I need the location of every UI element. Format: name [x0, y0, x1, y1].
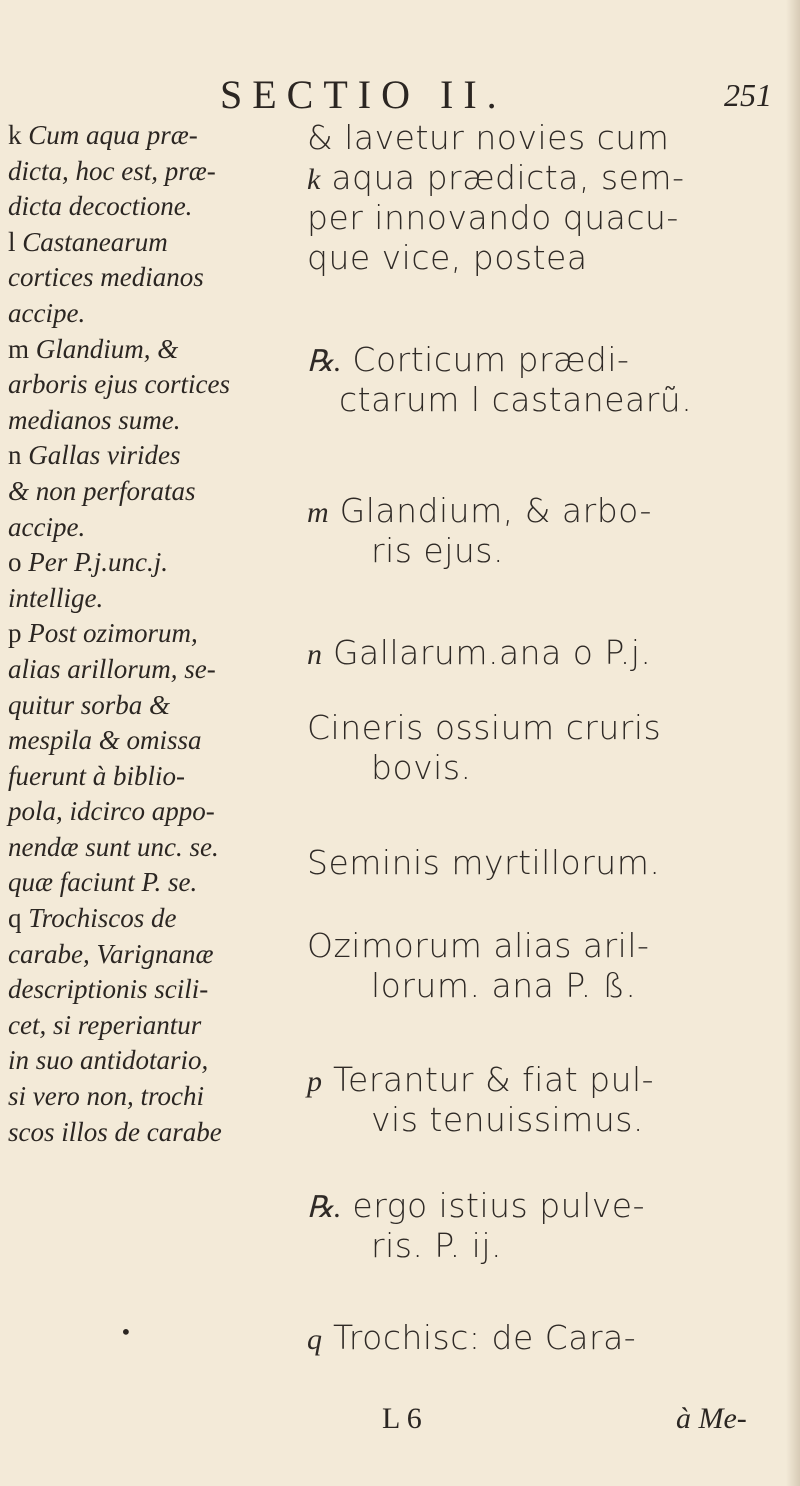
note-marker: q	[307, 1323, 322, 1356]
note-text: intellige.	[8, 582, 104, 613]
text-content: Ozimorum alias aril-	[307, 926, 650, 965]
note-letter: m	[8, 333, 30, 364]
note-text: medianos sume.	[8, 404, 181, 435]
signature-mark: L 6	[382, 1402, 422, 1435]
text-line	[371, 1100, 644, 1140]
page-header	[0, 70, 800, 120]
note-line	[8, 1115, 293, 1151]
text-line	[371, 966, 636, 1006]
note-line	[8, 616, 293, 652]
text-line	[307, 158, 684, 198]
text-line	[371, 531, 504, 571]
note-line	[8, 972, 293, 1008]
text-line	[307, 843, 660, 883]
note-letter: l	[8, 226, 16, 257]
text-line	[307, 238, 588, 278]
note-line	[8, 652, 293, 688]
text-line	[307, 491, 652, 531]
text-line	[307, 926, 649, 966]
note-line	[8, 154, 293, 190]
running-head: SECTIO II.	[220, 72, 507, 117]
note-marker: ℞.	[307, 345, 342, 378]
note-line	[8, 438, 293, 474]
text-content: Seminis myrtillorum.	[307, 843, 661, 882]
note-line	[8, 937, 293, 973]
note-line	[8, 830, 293, 866]
text-content: ctarum l castanearũ.	[339, 380, 693, 419]
text-line	[371, 748, 472, 788]
note-line	[8, 332, 293, 368]
note-text: Glandium, &	[29, 333, 179, 364]
text-line	[307, 198, 679, 238]
note-text: descriptionis scili-	[8, 974, 209, 1005]
note-text: in suo antidotario,	[8, 1045, 209, 1076]
catchword: à Me-	[676, 1402, 747, 1435]
text-line	[307, 340, 629, 380]
note-text: pola, idcirco appo-	[8, 796, 215, 827]
note-marker: ℞.	[307, 1191, 342, 1224]
note-line	[8, 723, 293, 759]
note-text: Cum aqua præ-	[21, 120, 198, 150]
text-content: & lavetur novies cum	[307, 118, 670, 157]
text-line	[307, 1186, 645, 1226]
page-number: 251	[724, 77, 772, 113]
text-content: Cineris ossium cruris	[307, 708, 662, 747]
note-text: Post ozimorum,	[21, 618, 198, 649]
text-content: per innovando quacu-	[307, 198, 679, 237]
text-line	[339, 380, 692, 420]
page-edge-shadow	[786, 0, 800, 1486]
note-text: Per P.j.unc.j.	[21, 547, 168, 578]
note-text: dicta, hoc est, præ-	[8, 155, 216, 186]
note-line	[8, 545, 293, 581]
note-line	[8, 901, 293, 937]
text-content: Glandium, & arbo-	[328, 491, 652, 530]
note-line	[8, 296, 293, 332]
text-line	[307, 708, 661, 748]
note-text: fuerunt à biblio-	[8, 760, 185, 791]
text-line	[307, 633, 651, 673]
note-text: cet, si reperiantur	[8, 1009, 202, 1040]
note-text: accipe.	[8, 297, 86, 328]
note-text: si vero non, trochi	[8, 1081, 204, 1112]
note-text: mespila & omissa	[8, 725, 202, 756]
note-line	[8, 794, 293, 830]
text-content: vis tenuissimus.	[371, 1100, 644, 1139]
note-text: alias arillorum, se-	[8, 653, 216, 684]
note-marker: n	[307, 638, 322, 671]
note-text: cortices medianos	[8, 262, 204, 293]
note-line	[8, 759, 293, 795]
note-text: Castanearum	[15, 226, 168, 257]
note-letter: n	[8, 440, 22, 471]
note-line	[8, 403, 293, 439]
note-line	[8, 225, 293, 261]
text-content: Trochisc: de Cara-	[322, 1318, 637, 1357]
note-text: nendæ sunt unc. se.	[8, 831, 219, 862]
text-content: lorum. ana P. ß.	[371, 966, 637, 1005]
text-content: ergo istius pulve-	[341, 1186, 646, 1225]
note-line	[8, 260, 293, 296]
note-line	[8, 367, 293, 403]
note-letter: k	[8, 120, 22, 150]
footer-bullet: •	[120, 1320, 132, 1344]
text-content: aqua prædicta, sem-	[320, 158, 685, 197]
note-line	[8, 474, 293, 510]
note-line	[8, 1008, 293, 1044]
note-line	[8, 1043, 293, 1079]
text-line	[307, 1318, 636, 1358]
note-text: Gallas virides	[21, 440, 181, 471]
note-letter: q	[8, 903, 22, 934]
note-text: carabe, Varignanæ	[8, 938, 214, 969]
note-text: quitur sorba &	[8, 689, 171, 720]
text-content: Terantur & fiat pul-	[322, 1060, 655, 1099]
note-marker: k	[307, 163, 321, 196]
text-line	[307, 118, 669, 158]
text-content: Corticum prædi-	[341, 340, 630, 379]
text-content: ris. P. ij.	[371, 1226, 502, 1265]
text-content: que vice, postea	[307, 238, 588, 277]
note-marker: m	[307, 496, 329, 529]
note-line	[8, 118, 293, 154]
note-line	[8, 1079, 293, 1115]
note-text: arboris ejus cortices	[8, 369, 230, 400]
note-text: & non perforatas	[8, 475, 196, 506]
text-line	[371, 1226, 502, 1266]
note-line	[8, 865, 293, 901]
note-letter: o	[8, 547, 22, 578]
text-content: ris ejus.	[371, 531, 504, 570]
marginal-notes-column	[8, 118, 293, 1150]
text-content: Gallarum.ana o P.j.	[322, 633, 652, 672]
text-line	[307, 1060, 654, 1100]
note-text: dicta decoctione.	[8, 191, 193, 222]
note-text: quæ faciunt P. se.	[8, 867, 198, 898]
note-line	[8, 581, 293, 617]
note-marker: p	[307, 1065, 322, 1098]
text-content: bovis.	[371, 748, 472, 787]
note-line	[8, 510, 293, 546]
note-line	[8, 688, 293, 724]
note-text: accipe.	[8, 511, 86, 542]
note-letter: p	[8, 618, 22, 649]
note-text: Trochiscos de	[21, 903, 177, 934]
note-text: scos illos de carabe	[8, 1116, 222, 1147]
note-line	[8, 189, 293, 225]
